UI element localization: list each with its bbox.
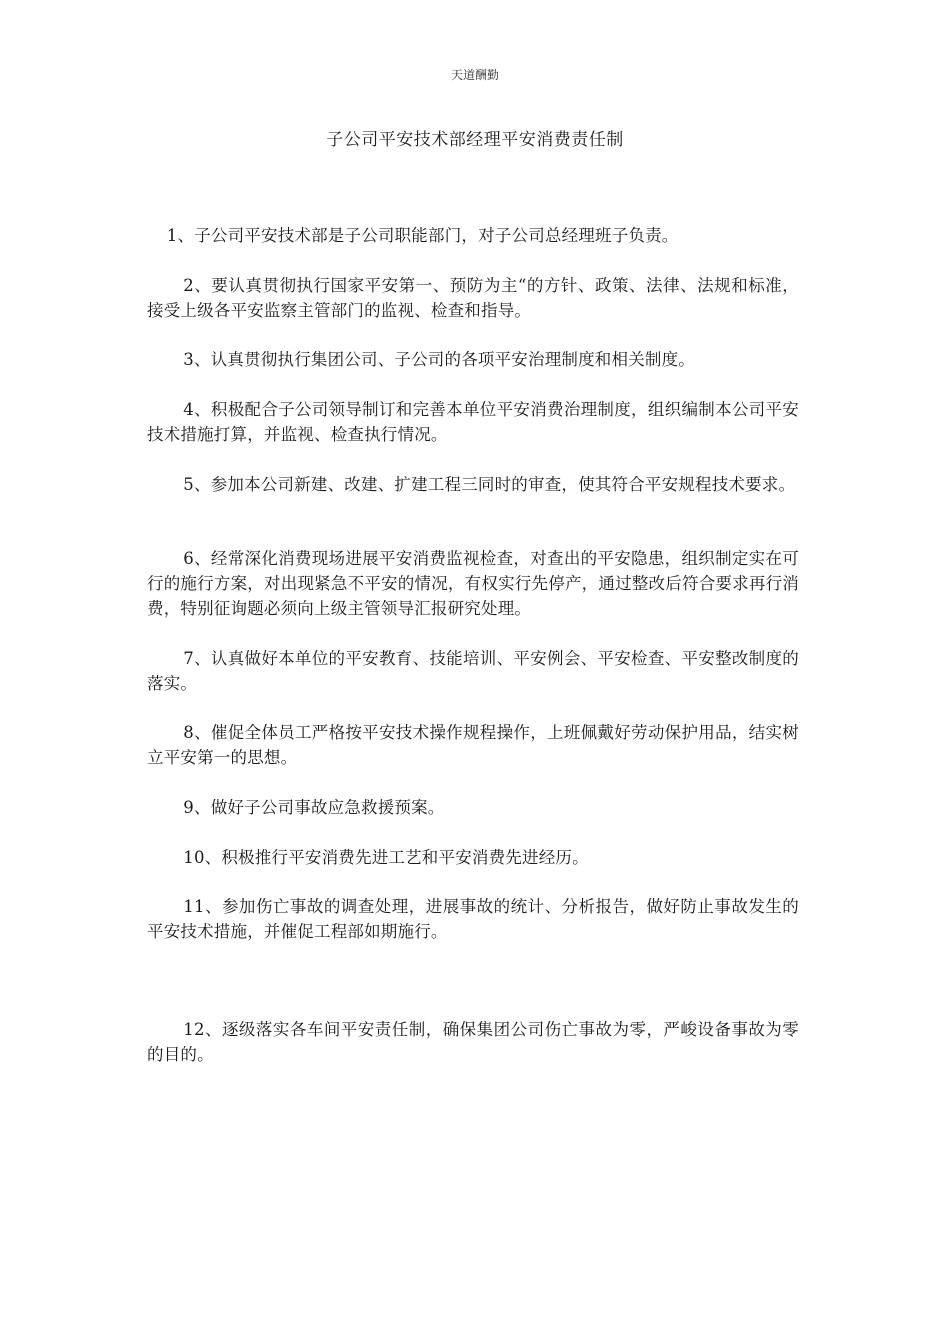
paragraph-9: 9、做好子公司事故应急救援预案。 bbox=[183, 798, 445, 817]
page-header: 天道酬勤 bbox=[450, 68, 499, 82]
paragraph-8: 8、催促全体员工严格按平安技术操作规程操作，上班佩戴好劳动保护用品，结实树立平安第一的思想。 bbox=[147, 723, 799, 767]
paragraph-10: 10、积极推行平安消费先进工艺和平安消费先进经历。 bbox=[183, 848, 589, 867]
paragraph-6: 6、经常深化消费现场进展平安消费监视检查，对查出的平安隐患，组织制定实在可行的施行方案，对出现紧急不平安的情况，有权实行先停产，通过整改后符合要求再行消费，特别征询题必须向上级主管领导汇报研究处理。 bbox=[147, 549, 799, 618]
paragraph-11: 11、参加伤亡事故的调查处理，进展事故的统计、分析报告，做好防止事故发生的平安技术措施，并催促工程部如期施行。 bbox=[147, 897, 799, 941]
paragraph-2: 2、要认真贯彻执行国家平安第一、预防为主“的方针、政策、法律、法规和标准，接受上级各平安监察主管部门的监视、检查和指导。 bbox=[147, 276, 799, 320]
paragraph-12: 12、逐级落实各车间平安责任制，确保集团公司伤亡事故为零，严峻设备事故为零的目的。 bbox=[147, 1020, 799, 1064]
paragraph-5: 5、参加本公司新建、改建、扩建工程三同时的审查，使其符合平安规程技术要求。 bbox=[183, 475, 796, 494]
paragraph-3: 3、认真贯彻执行集团公司、子公司的各项平安治理制度和相关制度。 bbox=[183, 350, 695, 369]
paragraph-1: 1、子公司平安技术部是子公司职能部门，对子公司总经理班子负责。 bbox=[166, 226, 679, 245]
document-title: 子公司平安技术部经理平安消费责任制 bbox=[326, 130, 624, 150]
paragraph-7: 7、认真做好本单位的平安教育、技能培训、平安例会、平安检查、平安整改制度的落实。 bbox=[147, 649, 799, 693]
paragraph-4: 4、积极配合子公司领导制订和完善本单位平安消费治理制度，组织编制本公司平安技术措施打算，并监视、检查执行情况。 bbox=[147, 400, 799, 444]
